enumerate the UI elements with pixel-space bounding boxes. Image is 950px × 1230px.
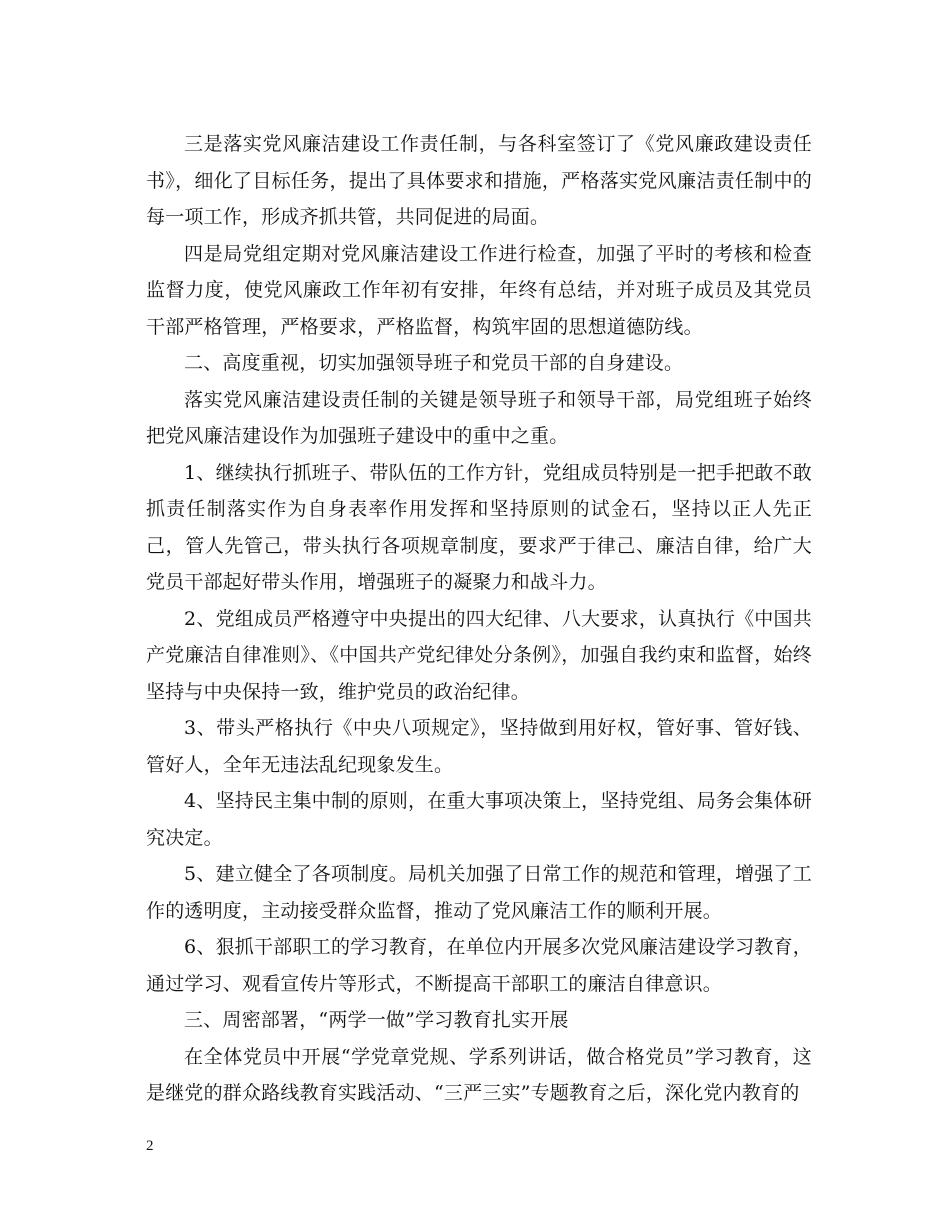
paragraph-item-3: 3、带头严格执行《中央八项规定》，坚持做到用好权，管好事、管好钱、管好人，全年无违法乱纪现象发生。 bbox=[146, 717, 812, 776]
paragraph-leadership-key: 落实党风廉洁建设责任制的关键是领导班子和领导干部，局党组班子始终把党风廉洁建设作为加强班子建设中的重中之重。 bbox=[146, 388, 812, 447]
paragraph-inspection: 四是局党组定期对党风廉洁建设工作进行检查，加强了平时的考核和检查监督力度，使党风廉政工作年初有安排，年终有总结，并对班子成员及其党员干部严格管理，严格要求，严格监督，构筑牢固的思想道德防线。 bbox=[146, 242, 812, 338]
paragraph-item-2: 2、党组成员严格遵守中央提出的四大纪律、八大要求，认真执行《中国共产党廉洁自律准则》、《中国共产党纪律处分条例》，加强自我约束和监督，始终坚持与中央保持一致，维护党员的政治纪律。 bbox=[146, 607, 812, 703]
document-body bbox=[146, 126, 812, 1112]
paragraph-item-1: 1、继续执行抓班子、带队伍的工作方针，党组成员特别是一把手把敢不敢抓责任制落实作为自身表率作用发挥和坚持原则的试金石，坚持以正人先正己，管人先管己，带头执行各项规章制度，要求严于律己、廉洁自律，给广大党员干部起好带头作用，增强班子的凝聚力和战斗力。 bbox=[146, 461, 812, 593]
heading-section-two: 二、高度重视，切实加强领导班子和党员干部的自身建设。 bbox=[184, 352, 684, 374]
paragraph-item-5: 5、建立健全了各项制度。局机关加强了日常工作的规范和管理，增强了工作的透明度，主动接受群众监督，推动了党风廉洁工作的顺利开展。 bbox=[146, 863, 812, 922]
page-number: 2 bbox=[146, 1138, 154, 1154]
paragraph-responsibility-system: 三是落实党风廉洁建设工作责任制，与各科室签订了《党风廉政建设责任书》，细化了目标任务，提出了具体要求和措施，严格落实党风廉洁责任制中的每一项工作，形成齐抓共管，共同促进的局面。 bbox=[146, 133, 812, 228]
paragraph-study-education: 在全体党员中开展“学党章党规、学系列讲话，做合格党员”学习教育，这是继党的群众路线教育实践活动、“三严三实”专题教育之后，深化党内教育的 bbox=[146, 1045, 812, 1104]
paragraph-item-4: 4、坚持民主集中制的原则，在重大事项决策上，坚持党组、局务会集体研究决定。 bbox=[146, 790, 812, 849]
heading-section-three: 三、周密部署，“两学一做”学习教育扎实开展 bbox=[184, 1009, 569, 1031]
paragraph-item-6: 6、狠抓干部职工的学习教育，在单位内开展多次党风廉洁建设学习教育，通过学习、观看宣传片等形式，不断提高干部职工的廉洁自律意识。 bbox=[146, 936, 812, 995]
